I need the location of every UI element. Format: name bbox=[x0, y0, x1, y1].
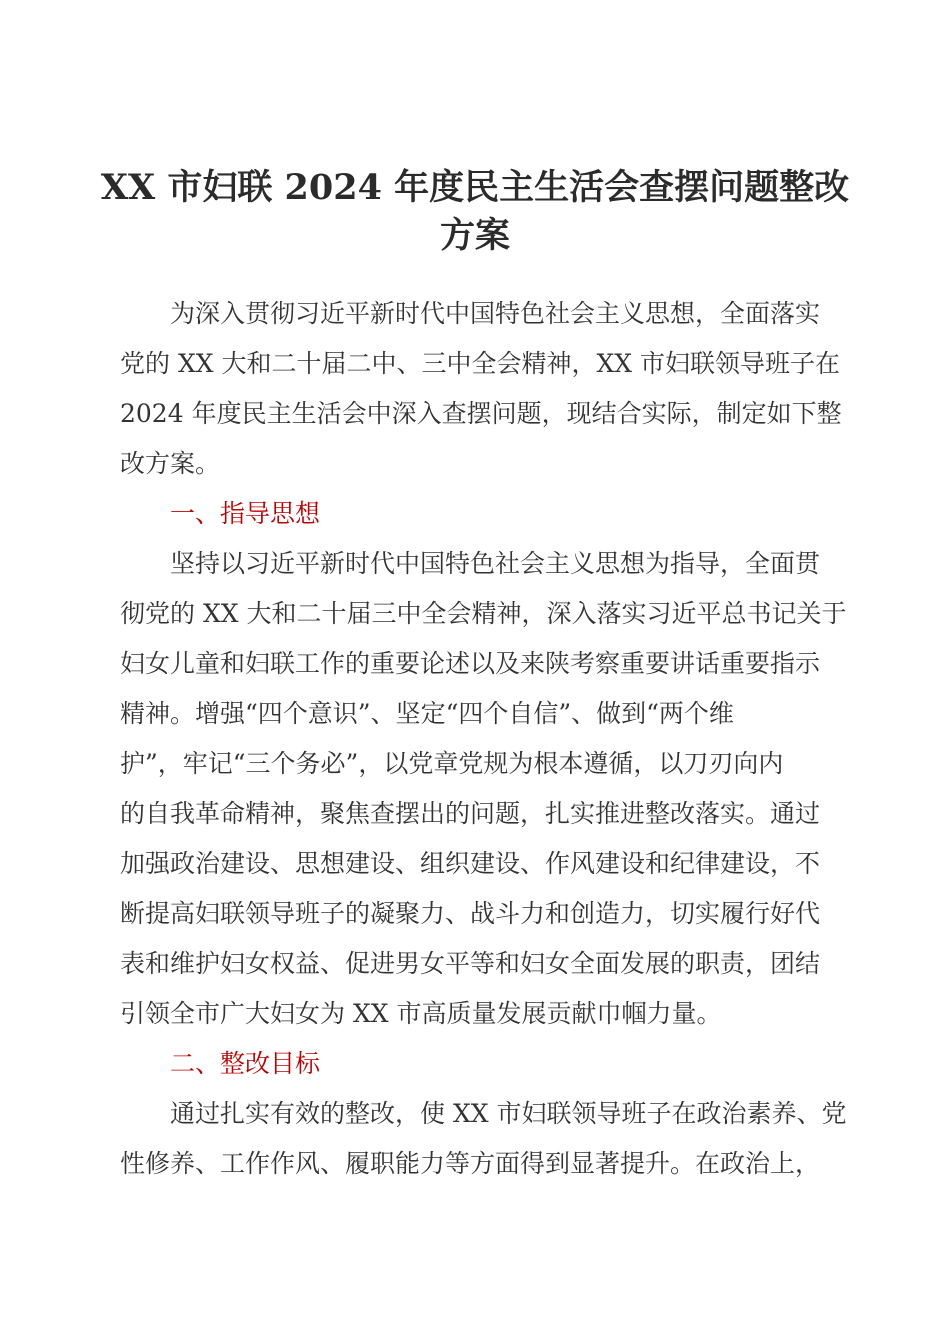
section2-line-1: 通过扎实有效的整改，使 XX 市妇联领导班子在政治素养、党 bbox=[170, 1099, 847, 1128]
intro-line-3: 2024 年度民主生活会中深入查摆问题，现结合实际，制定如下整 bbox=[120, 399, 842, 428]
document-title-line-2: 方案 bbox=[439, 215, 510, 256]
section1-line-6: 的自我革命精神，聚焦查摆出的问题，扎实推进整改落实。通过 bbox=[120, 799, 821, 828]
section1-line-10: 引领全市广大妇女为 XX 市高质量发展贡献巾帼力量。 bbox=[120, 999, 722, 1028]
section1-line-5: 护”，牢记“三个务必”，以党章党规为根本遵循，以刀刃向内 bbox=[120, 749, 784, 778]
intro-line-2: 党的 XX 大和二十届二中、三中全会精神，XX 市妇联领导班子在 bbox=[120, 349, 841, 378]
section1-line-9: 表和维护妇女权益、促进男女平等和妇女全面发展的职责，团结 bbox=[120, 949, 821, 978]
section1-line-8: 断提高妇联领导班子的凝聚力、战斗力和创造力，切实履行好代 bbox=[120, 899, 821, 928]
intro-line-1: 为深入贯彻习近平新时代中国特色社会主义思想，全面落实 bbox=[170, 299, 821, 328]
section1-line-1: 坚持以习近平新时代中国特色社会主义思想为指导，全面贯 bbox=[170, 549, 821, 578]
section1-line-3: 妇女儿童和妇联工作的重要论述以及来陕考察重要讲话重要指示 bbox=[120, 649, 821, 678]
section-heading-rectification-goals: 二、整改目标 bbox=[170, 1049, 321, 1078]
intro-line-4: 改方案。 bbox=[120, 449, 221, 478]
section1-line-4: 精神。增强“四个意识”、坚定“四个自信”、做到“两个维 bbox=[120, 699, 734, 728]
section1-line-2: 彻党的 XX 大和二十届三中全会精神，深入落实习近平总书记关于 bbox=[120, 599, 847, 628]
section1-line-7: 加强政治建设、思想建设、组织建设、作风建设和纪律建设，不 bbox=[120, 849, 821, 878]
section-heading-guiding-ideology: 一、指导思想 bbox=[170, 499, 321, 528]
document-title-line-1: XX 市妇联 2024 年度民主生活会查摆问题整改 bbox=[100, 167, 850, 208]
section2-line-2: 性修养、工作作风、履职能力等方面得到显著提升。在政治上， bbox=[120, 1149, 821, 1178]
